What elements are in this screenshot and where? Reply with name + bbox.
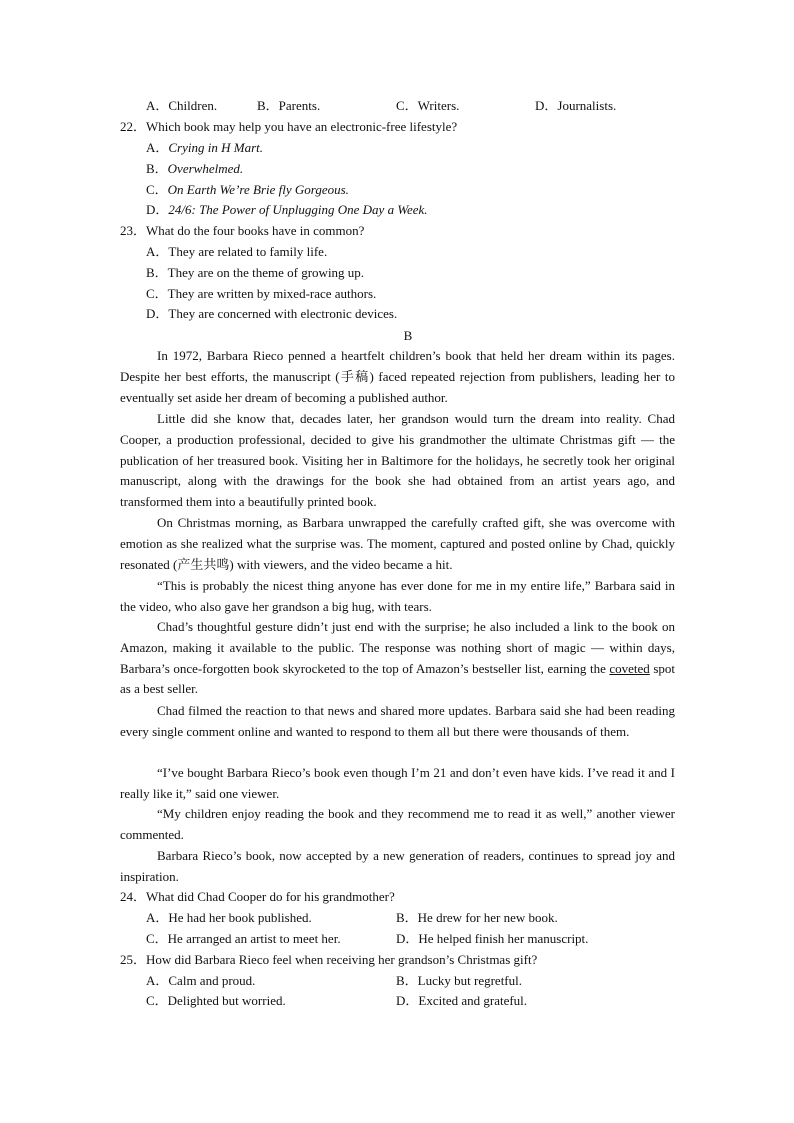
q24-option-d: D．He helped finish her manuscript. — [396, 931, 589, 946]
q23-option-d: D．They are concerned with electronic devices. — [146, 306, 398, 321]
q21-option-b: B．Parents. — [257, 98, 321, 113]
q22-option-c: C．On Earth We’re Brie fly Gorgeous. — [146, 182, 349, 197]
q25-option-d: D．Excited and grateful. — [396, 993, 528, 1008]
q22-stem: 22．Which book may help you have an electronic-free lifestyle? — [120, 119, 458, 134]
q21-option-c: C．Writers. — [396, 98, 460, 113]
q25-option-a: A．Calm and proud. — [146, 973, 256, 988]
passage-paragraph-9: Barbara Rieco’s book, now accepted by a new generation of readers, continues to spread joy and inspiration. — [120, 848, 675, 884]
passage-paragraph-3: On Christmas morning, as Barbara unwrapped the carefully crafted gift, she was overcome with emotion as she realized what the surprise was. The moment, captured and posted online by Chad, quickly resonated (产生共鸣) with viewers, and the video became a hit. — [120, 515, 675, 572]
q22-option-a: A．Crying in H Mart. — [146, 140, 264, 155]
passage-paragraph-5: Chad’s thoughtful gesture didn’t just end with the surprise; he also included a link to the book on Amazon, making it available to the public. The response was nothing short of magic — within days, Barbara’s once-forgotten book skyrocketed to the top of Amazon’s bestseller list, earning the coveted spot as a best seller. — [120, 619, 676, 697]
passage-paragraph-8: “My children enjoy reading the book and they recommend me to read it as well,” another viewer commented. — [120, 806, 675, 842]
q23-option-a: A．They are related to family life. — [146, 244, 328, 259]
q24-option-c: C．He arranged an artist to meet her. — [146, 931, 341, 946]
q24-option-a: A．He had her book published. — [146, 910, 312, 925]
q23-stem: 23．What do the four books have in common? — [120, 223, 365, 238]
passage-paragraph-1: In 1972, Barbara Rieco penned a heartfelt children’s book that held her dream within its pages. Despite her best efforts, the manuscript (手稿) faced repeated rejection from publishers, leading her to eventually set aside her dream of becoming a published author. — [120, 348, 675, 405]
q23-option-b: B．They are on the theme of growing up. — [146, 265, 365, 280]
underlined-word: coveted — [609, 660, 650, 676]
q24-option-b: B．He drew for her new book. — [396, 910, 558, 925]
q23-option-c: C．They are written by mixed-race authors. — [146, 286, 377, 301]
passage-paragraph-4: “This is probably the nicest thing anyone has ever done for me in my entire life,” Barbara said in the video, who also gave her grandson a big hug, with tears. — [120, 578, 675, 614]
q22-option-b: B．Overwhelmed. — [146, 161, 244, 176]
q22-option-d: D．24/6: The Power of Unplugging One Day a Week. — [146, 202, 428, 217]
q21-option-d: D．Journalists. — [535, 98, 617, 113]
passage-paragraph-7: “I’ve bought Barbara Rieco’s book even though I’m 21 and don’t even have kids. I’ve read it and I really like it,” said one viewer. — [120, 765, 675, 801]
q25-option-c: C．Delighted but worried. — [146, 993, 286, 1008]
section-label: B — [403, 328, 413, 343]
passage-paragraph-6: Chad filmed the reaction to that news and shared more updates. Barbara said she had been reading every single comment online and wanted to respond to them all but there were thousands of them. — [120, 703, 675, 739]
q25-option-b: B．Lucky but regretful. — [396, 973, 522, 988]
q24-stem: 24．What did Chad Cooper do for his grandmother? — [120, 889, 395, 904]
passage-paragraph-2: Little did she know that, decades later, her grandson would turn the dream into reality. Chad Cooper, a production professional, decided to give his grandmother the ultimate Christmas gift — the publication of her treasured book. Visiting her in Baltimore for the holidays, he secretly took her original manuscript, along with the drawings for the book she had obtained from an artist years ago, and transformed them into a beautifully printed book. — [120, 411, 675, 510]
q25-stem: 25．How did Barbara Rieco feel when receiving her grandson’s Christmas gift? — [120, 952, 538, 967]
q21-option-a: A．Children. — [146, 98, 218, 113]
